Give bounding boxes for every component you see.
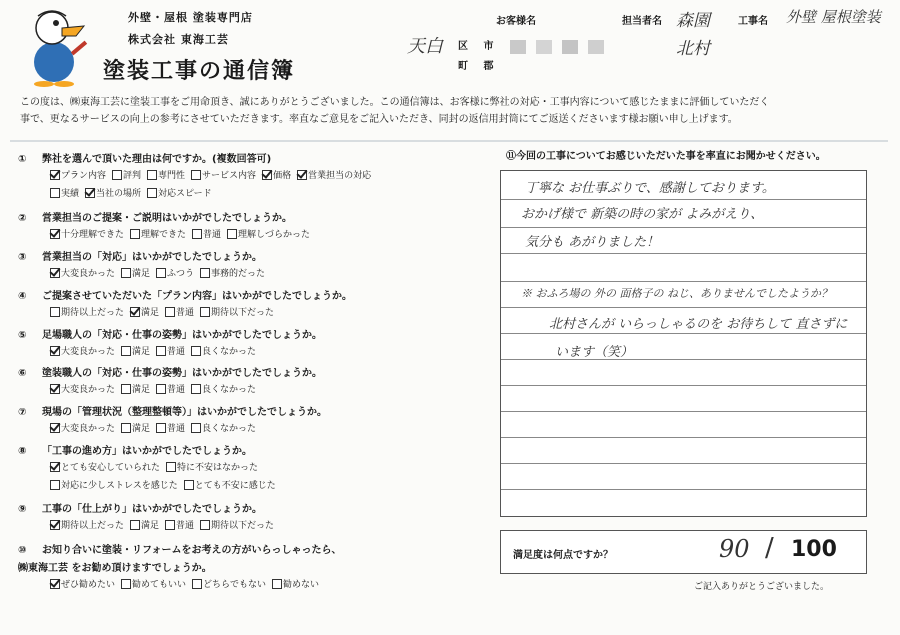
option-item[interactable]	[50, 460, 160, 473]
ruled-line	[501, 437, 866, 438]
option-label: 事務的だった	[211, 269, 266, 279]
checked-checkbox[interactable]	[50, 384, 60, 394]
option-item[interactable]	[50, 478, 178, 491]
question-text: お知り合いに塗装・リフォームをお考えの方がいらっしゃったら、	[42, 545, 342, 556]
question-text: 営業担当の「対応」はいかがでしたでしょうか。	[42, 252, 262, 263]
checkbox[interactable]	[156, 384, 166, 394]
ruled-line	[501, 463, 866, 464]
intro-line-1: この度は、㈱東海工芸に塗装工事をご用命頂き、誠にありがとうございました。この通信簿は、お客様に弊社の対応・工事内容について感じたままに評価していただく	[20, 97, 770, 108]
score-separator: /	[765, 533, 774, 563]
option-row	[50, 460, 258, 473]
question-number: ③	[18, 252, 27, 263]
option-label: 満足	[132, 347, 151, 357]
question-number: ⑨	[18, 504, 27, 515]
checked-checkbox[interactable]	[50, 346, 60, 356]
option-label: 十分理解できた	[61, 230, 125, 240]
option-item[interactable]	[200, 305, 274, 318]
option-item[interactable]	[272, 577, 319, 590]
option-row	[50, 518, 274, 531]
option-item[interactable]	[192, 227, 221, 240]
page-title: 塗装工事の通信簿	[103, 59, 296, 84]
option-label: とても安心していられた	[61, 463, 161, 473]
option-label: 期待以上だった	[61, 308, 125, 318]
checkbox[interactable]	[156, 346, 166, 356]
score-question: 満足度は何点ですか？	[513, 550, 613, 561]
option-item[interactable]	[156, 344, 185, 357]
option-label: 実績	[61, 189, 80, 199]
checked-checkbox[interactable]	[50, 579, 60, 589]
option-item[interactable]	[165, 305, 194, 318]
question-number: ①	[18, 154, 27, 165]
question-number: ⑥	[18, 368, 27, 379]
option-label: 良くなかった	[202, 347, 257, 357]
checkbox[interactable]	[184, 480, 194, 490]
option-label: 良くなかった	[202, 424, 257, 434]
checkbox[interactable]	[191, 170, 201, 180]
checkbox[interactable]	[191, 346, 201, 356]
score-box	[500, 530, 867, 574]
customer-label: お客様名	[496, 16, 536, 27]
checkbox[interactable]	[166, 462, 176, 472]
question-number: ⑧	[18, 446, 27, 457]
option-label: 満足	[141, 308, 160, 318]
checkbox[interactable]	[191, 384, 201, 394]
company-name: 株式会社 東海工芸	[128, 33, 229, 46]
ruled-line	[501, 253, 866, 254]
question-text: 現場の「管理状況（整理整頓等）」はいかがでしたでしょうか。	[42, 407, 327, 418]
checkbox[interactable]	[200, 268, 210, 278]
option-label: どちらでもない	[203, 580, 266, 590]
option-item[interactable]	[165, 518, 194, 531]
option-label: 評判	[123, 171, 142, 181]
option-label: 大変良かった	[61, 347, 116, 357]
option-label: 満足	[132, 424, 151, 434]
question-3	[18, 248, 262, 263]
checkbox[interactable]	[156, 423, 166, 433]
option-label: 価格	[273, 171, 292, 181]
checkbox[interactable]	[112, 170, 122, 180]
checkbox[interactable]	[165, 307, 175, 317]
checked-checkbox[interactable]	[50, 268, 60, 278]
ruled-line	[501, 199, 866, 200]
checkbox[interactable]	[121, 384, 131, 394]
divider	[10, 140, 888, 142]
checkbox[interactable]	[50, 480, 60, 490]
manager-value: 森園	[676, 11, 710, 31]
option-item[interactable]	[50, 227, 124, 240]
comment-line-5: 北村さんが いらっしゃるのを お待ちして 直さずに	[549, 317, 848, 332]
option-row	[50, 382, 256, 395]
option-row	[50, 577, 319, 590]
checked-checkbox[interactable]	[297, 170, 307, 180]
option-label: ぜひ勧めたい	[61, 580, 116, 590]
option-row	[50, 421, 256, 434]
option-label: 普通	[167, 385, 186, 395]
thanks-text: ご記入ありがとうございました。	[694, 582, 830, 592]
ruled-line	[501, 489, 866, 490]
comment-line-3: 気分も あがりました！	[525, 235, 660, 250]
comment-line-4: ※ おふろ場の 外の 面格子の ねじ、ありませんでしたようか？	[521, 287, 832, 300]
option-label: 期待以下だった	[211, 308, 275, 318]
option-item[interactable]	[156, 421, 185, 434]
option-label: 専門性	[158, 171, 186, 181]
question-8	[18, 442, 252, 457]
comment-line-2: おかげ様で 新築の時の家が よみがえり、	[521, 207, 764, 222]
checkbox[interactable]	[50, 188, 60, 198]
option-row	[50, 186, 212, 199]
question-9	[18, 500, 262, 515]
option-item[interactable]	[121, 382, 150, 395]
question-text: 工事の「仕上がり」はいかがでしたでしょうか。	[42, 504, 262, 515]
option-item[interactable]	[50, 186, 79, 199]
checked-checkbox[interactable]	[50, 520, 60, 530]
option-item[interactable]	[191, 421, 256, 434]
question-text: 営業担当のご提案・ご説明はいかがでしたでしょうか。	[42, 213, 292, 224]
checked-checkbox[interactable]	[50, 170, 60, 180]
ruled-line	[501, 411, 866, 412]
checkbox[interactable]	[121, 423, 131, 433]
checkbox[interactable]	[121, 268, 131, 278]
option-label: 期待以下だった	[211, 521, 275, 531]
option-label: 大変良かった	[61, 269, 116, 279]
checkbox[interactable]	[227, 229, 237, 239]
option-item[interactable]	[50, 577, 115, 590]
work-label: 工事名	[738, 16, 768, 27]
checkbox[interactable]	[147, 170, 157, 180]
option-label: サービス内容	[202, 171, 257, 181]
score-max: 100	[791, 537, 837, 562]
option-item[interactable]	[130, 518, 159, 531]
checkbox[interactable]	[130, 229, 140, 239]
option-row	[50, 168, 371, 181]
option-label: 普通	[176, 308, 195, 318]
question-number: ②	[18, 213, 27, 224]
question-2	[18, 209, 292, 224]
option-label: 普通	[176, 521, 195, 531]
question-4	[18, 287, 352, 302]
question-text: ご提案させていただいた「プラン内容」はいかがでしたでしょうか。	[42, 291, 352, 302]
duck-mascot-icon	[18, 6, 96, 88]
checked-checkbox[interactable]	[85, 188, 95, 198]
checked-checkbox[interactable]	[50, 423, 60, 433]
option-item[interactable]	[50, 168, 106, 181]
option-label: 勧めてもいい	[132, 580, 187, 590]
option-label: 勧めない	[282, 580, 319, 590]
option-item[interactable]	[297, 168, 371, 181]
option-item[interactable]	[200, 266, 265, 279]
option-label: 対応スピード	[158, 189, 212, 199]
option-label: 普通	[167, 424, 186, 434]
option-item[interactable]	[184, 478, 276, 491]
question-number: ⑤	[18, 330, 27, 341]
checkbox[interactable]	[50, 307, 60, 317]
checked-checkbox[interactable]	[262, 170, 272, 180]
score-value: 90	[719, 535, 750, 563]
option-item[interactable]	[156, 266, 194, 279]
checkbox[interactable]	[121, 579, 131, 589]
option-row	[50, 266, 265, 279]
option-row	[50, 305, 274, 318]
comments-box	[500, 170, 867, 517]
comment-line-6: います（笑）	[555, 345, 634, 360]
option-row	[50, 227, 310, 240]
option-label: 理解できた	[141, 230, 187, 240]
customer-value: 北村	[676, 39, 710, 59]
option-item[interactable]	[191, 168, 256, 181]
blurred-name	[510, 40, 604, 54]
option-item[interactable]	[121, 577, 186, 590]
option-item[interactable]	[50, 266, 115, 279]
checkbox[interactable]	[192, 229, 202, 239]
checkbox[interactable]	[272, 579, 282, 589]
option-label: 満足	[141, 521, 160, 531]
option-item[interactable]	[156, 382, 185, 395]
option-row	[50, 344, 256, 357]
checkbox[interactable]	[156, 268, 166, 278]
ruled-line	[501, 333, 866, 334]
comment-line-1: 丁寧な お仕事ぶりで、感謝しております。	[525, 181, 775, 196]
question-number: ④	[18, 291, 27, 302]
option-label: 満足	[132, 385, 151, 395]
ward-label: 区 市	[458, 41, 500, 52]
question-number: ⑩	[18, 545, 27, 556]
option-label: 普通	[167, 347, 186, 357]
option-item[interactable]	[121, 344, 150, 357]
option-item[interactable]	[130, 305, 159, 318]
area-value: 天白	[407, 36, 443, 57]
option-item[interactable]	[50, 518, 124, 531]
manager-label: 担当者名	[622, 16, 662, 27]
option-item[interactable]	[200, 518, 274, 531]
ruled-line	[501, 227, 866, 228]
checkbox[interactable]	[121, 346, 131, 356]
option-item[interactable]	[85, 186, 141, 199]
checkbox[interactable]	[191, 423, 201, 433]
question-5	[18, 326, 322, 341]
option-label: 大変良かった	[61, 424, 116, 434]
question-text: 足場職人の「対応・仕事の姿勢」はいかがでしたでしょうか。	[42, 330, 322, 341]
checked-checkbox[interactable]	[50, 229, 60, 239]
question-7	[18, 403, 327, 418]
option-label: 大変良かった	[61, 385, 116, 395]
option-label: プラン内容	[61, 171, 107, 181]
intro-line-2: 事で、更なるサービスの向上の参考にさせていただきます。率直なご意見をご記入いただき、同封の返信用封筒にてご返送くださいます様お願い申し上げます。	[20, 114, 738, 125]
checkbox[interactable]	[147, 188, 157, 198]
option-label: 満足	[132, 269, 151, 279]
option-item[interactable]	[130, 227, 186, 240]
option-item[interactable]	[112, 168, 141, 181]
option-row	[50, 478, 276, 491]
option-item[interactable]	[147, 168, 185, 181]
ruled-line	[501, 281, 866, 282]
option-item[interactable]	[227, 227, 310, 240]
town-label: 町 郡	[458, 61, 500, 72]
option-label: 理解しづらかった	[238, 230, 311, 240]
option-item[interactable]	[191, 344, 256, 357]
checked-checkbox[interactable]	[50, 462, 60, 472]
checkbox[interactable]	[200, 307, 210, 317]
question-10	[18, 541, 342, 556]
option-label: 期待以上だった	[61, 521, 125, 531]
option-label: 営業担当の対応	[308, 171, 372, 181]
option-label: 特に不安はなかった	[177, 463, 259, 473]
option-label: とても不安に感じた	[194, 481, 276, 491]
checkbox[interactable]	[200, 520, 210, 530]
option-item[interactable]	[262, 168, 291, 181]
question-text: 塗装職人の「対応・仕事の姿勢」はいかがでしたでしょうか。	[42, 368, 322, 379]
checkbox[interactable]	[130, 520, 140, 530]
option-item[interactable]	[50, 421, 115, 434]
option-item[interactable]	[50, 382, 115, 395]
option-label: ふつう	[167, 269, 195, 279]
question-text: 「工事の進め方」はいかがでしたでしょうか。	[42, 446, 252, 457]
question-text-line-2: ㈱東海工芸 をお勧め頂けますでしょうか。	[18, 563, 212, 574]
option-label: 良くなかった	[202, 385, 257, 395]
option-item[interactable]	[121, 421, 150, 434]
ruled-line	[501, 307, 866, 308]
shop-type-label: 外壁・屋根 塗装専門店	[128, 11, 253, 24]
option-item[interactable]	[192, 577, 266, 590]
comments-title: ⑪今回の工事についてお感じいただいた事を率直にお聞かせください。	[506, 151, 826, 162]
question-1	[18, 150, 271, 165]
option-item[interactable]	[147, 186, 212, 199]
question-text: 弊社を選んで頂いた理由は何ですか。(複数回答可)	[42, 154, 272, 165]
option-label: 普通	[203, 230, 222, 240]
option-label: 当社の場所	[96, 189, 142, 199]
option-item[interactable]	[191, 382, 256, 395]
checkbox[interactable]	[165, 520, 175, 530]
checked-checkbox[interactable]	[130, 307, 140, 317]
option-item[interactable]	[50, 344, 115, 357]
question-6	[18, 364, 322, 379]
option-item[interactable]	[166, 460, 258, 473]
ruled-line	[501, 385, 866, 386]
checkbox[interactable]	[192, 579, 202, 589]
work-value: 外壁 屋根塗装	[786, 8, 881, 26]
option-label: 対応に少しストレスを感じた	[61, 481, 178, 491]
option-item[interactable]	[50, 305, 124, 318]
option-item[interactable]	[121, 266, 150, 279]
question-number: ⑦	[18, 407, 27, 418]
